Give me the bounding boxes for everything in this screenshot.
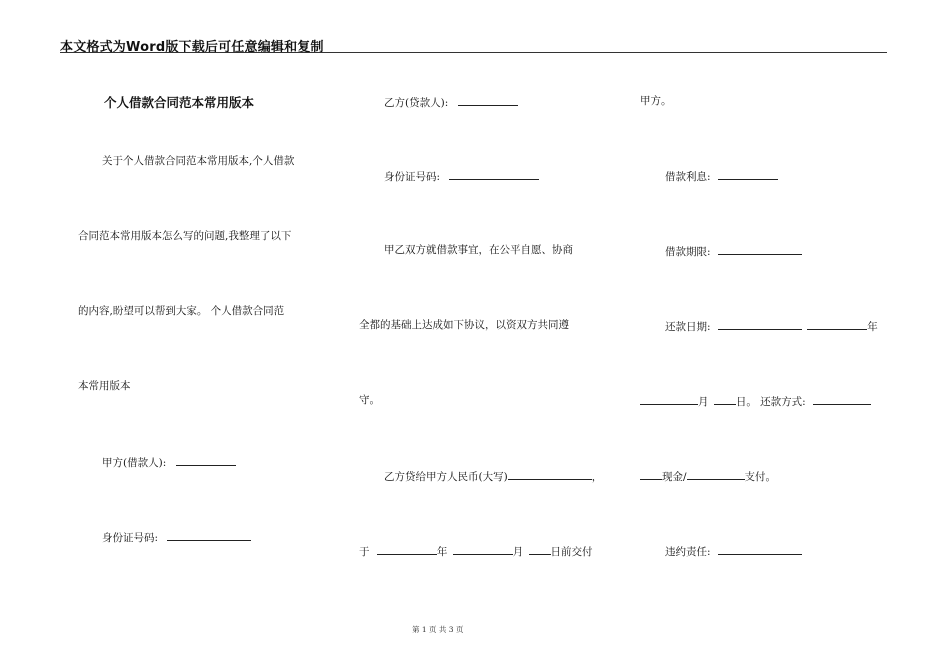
interest-line (665, 168, 778, 184)
document-title: 个人借款合同范本常用版本 (104, 95, 255, 110)
repay-method-line (640, 393, 871, 409)
lender-id-line (102, 529, 251, 545)
payment-suffix: 支付。 (744, 471, 777, 483)
delivery-date-line (359, 543, 593, 559)
loan-amount-blank (508, 468, 592, 480)
intro-line-2: 合同范本常用版本怎么写的问题,我整理了以下 (78, 230, 292, 242)
delivery-prefix: 于 (359, 546, 370, 558)
repay-date-line (665, 318, 878, 334)
agreement-line-2: 全都的基础上达成如下协议，以资双方共同遵 (359, 319, 569, 331)
agreement-line-1: 甲乙双方就借款事宜，在公平自愿、协商 (384, 244, 573, 256)
repay-month-blank (640, 393, 698, 405)
term-line (665, 243, 802, 259)
borrower-id-line (384, 168, 539, 184)
header-divider (60, 52, 887, 53)
breach-label: 违约责任: (665, 546, 711, 558)
delivery-month-blank (453, 543, 513, 555)
breach-blank (718, 543, 802, 555)
col3-line-1: 甲方。 (640, 95, 672, 107)
delivery-year-label: 年 (436, 546, 448, 558)
intro-line-1: 关于个人借款合同范本常用版本,个人借款 (102, 155, 295, 167)
payment-blank-1 (640, 468, 662, 480)
agreement-line-3: 守。 (359, 394, 380, 406)
borrower-line (384, 94, 518, 110)
repay-method-blank (813, 393, 871, 405)
loan-amount-label: 乙方贷给甲方人民币(大写) (384, 471, 508, 483)
cash-label: 现金/ (662, 471, 687, 483)
delivery-day-blank (529, 543, 551, 555)
borrower-id-blank (449, 168, 539, 180)
repay-day-blank (714, 393, 736, 405)
payment-form-line (640, 468, 776, 484)
term-label: 借款期限: (665, 246, 711, 258)
repay-date-label: 还款日期: (665, 321, 711, 333)
lender-id-blank (167, 529, 251, 541)
lender-id-label: 身份证号码: (102, 532, 159, 544)
term-blank (718, 243, 802, 255)
lender-blank (176, 454, 236, 466)
borrower-blank (458, 94, 518, 106)
repay-date-blank (718, 318, 802, 330)
repay-method-label: 日。 还款方式: (735, 396, 806, 408)
payment-blank-2 (687, 468, 745, 480)
delivery-year-blank (377, 543, 437, 555)
breach-line (665, 543, 802, 559)
lender-label: 甲方(借款人): (102, 457, 167, 469)
interest-blank (718, 168, 778, 180)
interest-label: 借款利息: (665, 171, 711, 183)
repay-year-blank (807, 318, 867, 330)
repay-month-label: 月 (698, 396, 709, 408)
delivery-day-label: 日前交付 (550, 546, 593, 558)
loan-amount-line (384, 468, 602, 484)
delivery-month-label: 月 (512, 546, 524, 558)
repay-year-label: 年 (867, 321, 878, 333)
document-banner: 本文格式为Word版下载后可任意编辑和复制 (60, 40, 324, 55)
borrower-id-label: 身份证号码: (384, 171, 441, 183)
page-number: 第 1 页 共 3 页 (412, 625, 464, 634)
lender-line (102, 454, 236, 470)
intro-line-4: 本常用版本 (78, 380, 131, 392)
borrower-label: 乙方(贷款人): (384, 97, 449, 109)
intro-line-3: 的内容,盼望可以帮到大家。 个人借款合同范 (78, 305, 285, 317)
loan-amount-comma: ， (591, 471, 603, 483)
